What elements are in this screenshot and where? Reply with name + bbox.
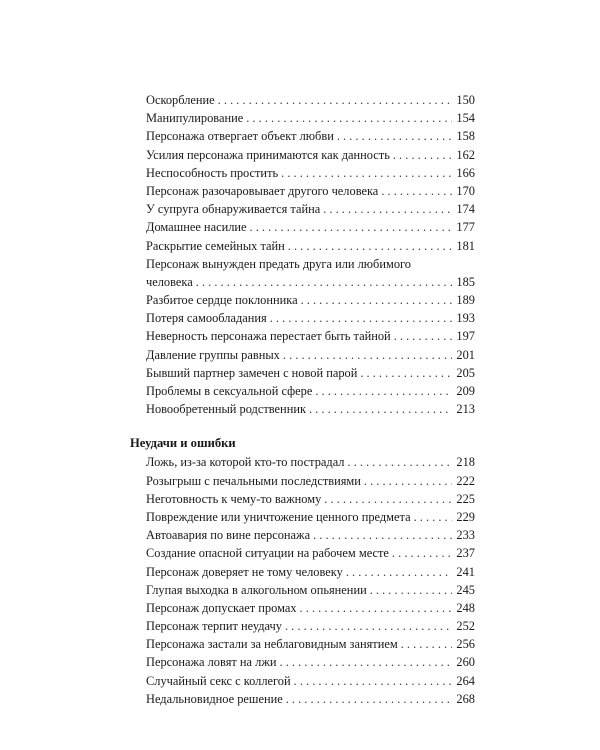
table-of-contents (130, 91, 475, 708)
dot-leader (393, 146, 452, 164)
dot-leader (309, 400, 452, 418)
entry-page-number: 268 (456, 691, 475, 706)
toc-entry[interactable] (130, 218, 475, 236)
dot-leader (281, 164, 452, 182)
toc-entry[interactable] (130, 164, 475, 182)
toc-entry[interactable] (130, 182, 475, 200)
entry-title: Персонаж разочаровывает другого человека (146, 183, 379, 198)
dot-leader (315, 382, 452, 400)
entry-title: Персонаж терпит неудачу (146, 619, 282, 634)
dot-leader (270, 309, 452, 327)
dot-leader (283, 346, 452, 364)
dot-leader (392, 544, 452, 562)
entry-page-number: 181 (456, 238, 475, 253)
dot-leader (360, 364, 452, 382)
entry-page-number: 193 (456, 311, 475, 326)
toc-entry[interactable] (130, 453, 475, 471)
toc-entry[interactable] (130, 653, 475, 671)
entry-page-number: 237 (456, 546, 475, 561)
toc-entry[interactable] (130, 490, 475, 508)
dot-leader (414, 508, 452, 526)
toc-entry[interactable] (130, 690, 475, 708)
dot-leader (196, 273, 452, 291)
toc-entry[interactable] (130, 91, 475, 109)
dot-leader (324, 490, 452, 508)
toc-entry[interactable] (130, 635, 475, 653)
toc-section-failures (130, 434, 475, 708)
dot-leader (218, 91, 452, 109)
toc-entry[interactable] (130, 309, 475, 327)
entry-title: У супруга обнаруживается тайна (146, 202, 321, 217)
toc-entry[interactable] (130, 364, 475, 382)
toc-entry[interactable] (130, 146, 475, 164)
dot-leader (394, 327, 452, 345)
toc-entry[interactable] (130, 346, 475, 364)
entry-title: Создание опасной ситуации на рабочем месте (146, 546, 389, 561)
entry-title: Персонажа отвергает объект любви (146, 129, 334, 144)
entry-title: Потеря самообладания (146, 311, 267, 326)
dot-leader (323, 200, 452, 218)
dot-leader (285, 617, 452, 635)
entry-page-number: 154 (456, 111, 475, 126)
dot-leader (286, 690, 452, 708)
toc-entry[interactable] (130, 617, 475, 635)
toc-entry[interactable] (130, 508, 475, 526)
toc-entry[interactable] (130, 327, 475, 345)
toc-section-relationships (130, 91, 475, 418)
entry-page-number: 170 (456, 183, 475, 198)
dot-leader (280, 653, 452, 671)
entry-page-number: 162 (456, 147, 475, 162)
entry-page-number: 241 (456, 564, 475, 579)
toc-entry[interactable] (130, 672, 475, 690)
toc-entry[interactable] (130, 581, 475, 599)
entry-page-number: 248 (456, 600, 475, 615)
entry-title: Персонажа застали за неблаговидным занятием (146, 637, 398, 652)
entry-title: Манипулирование (146, 111, 244, 126)
entry-page-number: 166 (456, 165, 475, 180)
entry-title: Раскрытие семейных тайн (146, 238, 285, 253)
entry-page-number: 201 (456, 347, 475, 362)
entry-page-number: 150 (456, 93, 475, 107)
toc-entry[interactable] (130, 291, 475, 309)
toc-entry[interactable] (130, 109, 475, 127)
toc-entry[interactable] (130, 526, 475, 544)
entry-page-number: 213 (456, 402, 475, 417)
dot-leader (288, 237, 452, 255)
entry-title-line1: Персонаж вынужден предать друга или любимого (146, 256, 412, 271)
dot-leader (346, 563, 452, 581)
dot-leader (294, 672, 452, 690)
entry-page-number: 174 (456, 202, 475, 217)
entry-page-number: 218 (456, 455, 475, 470)
dot-leader (370, 581, 452, 599)
entry-page-number: 264 (456, 673, 475, 688)
entry-title: Персонажа ловят на лжи (146, 655, 277, 670)
dot-leader (301, 291, 452, 309)
entry-title: Давление группы равных (146, 347, 280, 362)
entry-title: Персонаж допускает промах (146, 600, 297, 615)
entry-page-number: 256 (456, 637, 475, 652)
entry-title: Неверность персонажа перестает быть тайной (146, 329, 391, 344)
entry-title: Новообретенный родственник (146, 402, 306, 417)
entry-title: Глупая выходка в алкогольном опьянении (146, 582, 367, 597)
section-heading: Неудачи и ошибки (130, 436, 236, 451)
entry-page-number: 189 (456, 293, 475, 308)
dot-leader (381, 182, 452, 200)
entry-page-number: 222 (456, 473, 475, 488)
toc-entry[interactable] (130, 599, 475, 617)
entry-page-number: 229 (456, 509, 475, 524)
entry-page-number: 252 (456, 619, 475, 634)
entry-title: Бывший партнер замечен с новой парой (146, 365, 358, 380)
entry-title: Усилия персонажа принимаются как данность (146, 147, 390, 162)
entry-page-number: 245 (456, 582, 475, 597)
dot-leader (401, 635, 452, 653)
entry-page-number: 233 (456, 528, 475, 543)
dot-leader (313, 526, 452, 544)
entry-title: Персонаж доверяет не тому человеку (146, 564, 343, 579)
entry-title: Проблемы в сексуальной сфере (146, 384, 313, 398)
toc-entry[interactable] (130, 472, 475, 490)
entry-title: Недальновидное решение (146, 691, 283, 706)
toc-entry[interactable] (130, 400, 475, 418)
entry-title: Случайный секс с коллегой (146, 673, 291, 688)
entry-page-number: 177 (456, 220, 475, 235)
entry-title-line2: человека (146, 274, 193, 289)
entry-title: Повреждение или уничтожение ценного предмета (146, 509, 411, 524)
toc-entry[interactable] (130, 127, 475, 145)
entry-title: Ложь, из-за которой кто-то пострадал (146, 455, 345, 470)
entry-page-number: 197 (456, 329, 475, 344)
dot-leader (246, 109, 452, 127)
dot-leader (250, 218, 452, 236)
entry-page-number: 260 (456, 655, 475, 670)
entry-page-number: 205 (456, 365, 475, 380)
toc-entry[interactable] (130, 200, 475, 218)
dot-leader (348, 453, 453, 471)
toc-entry[interactable] (130, 382, 475, 400)
entry-page-number: 158 (456, 129, 475, 144)
toc-entry[interactable] (130, 544, 475, 562)
entry-title: Неспособность простить (146, 165, 279, 180)
toc-entry[interactable] (130, 255, 475, 291)
entry-page-number: 225 (456, 491, 475, 506)
entry-title: Домашнее насилие (146, 220, 247, 235)
entry-title: Оскорбление (146, 93, 215, 107)
dot-leader (300, 599, 452, 617)
entry-page-number: 209 (456, 384, 475, 398)
dot-leader (337, 127, 452, 145)
dot-leader (364, 472, 452, 490)
toc-entry[interactable] (130, 563, 475, 581)
entry-title: Автоавария по вине персонажа (146, 528, 311, 543)
entry-title: Разбитое сердце поклонника (146, 293, 298, 308)
entry-page-number: 185 (456, 274, 475, 289)
toc-entry[interactable] (130, 237, 475, 255)
entry-title: Неготовность к чему-то важному (146, 491, 322, 506)
entry-title: Розыгрыш с печальными последствиями (146, 473, 361, 488)
